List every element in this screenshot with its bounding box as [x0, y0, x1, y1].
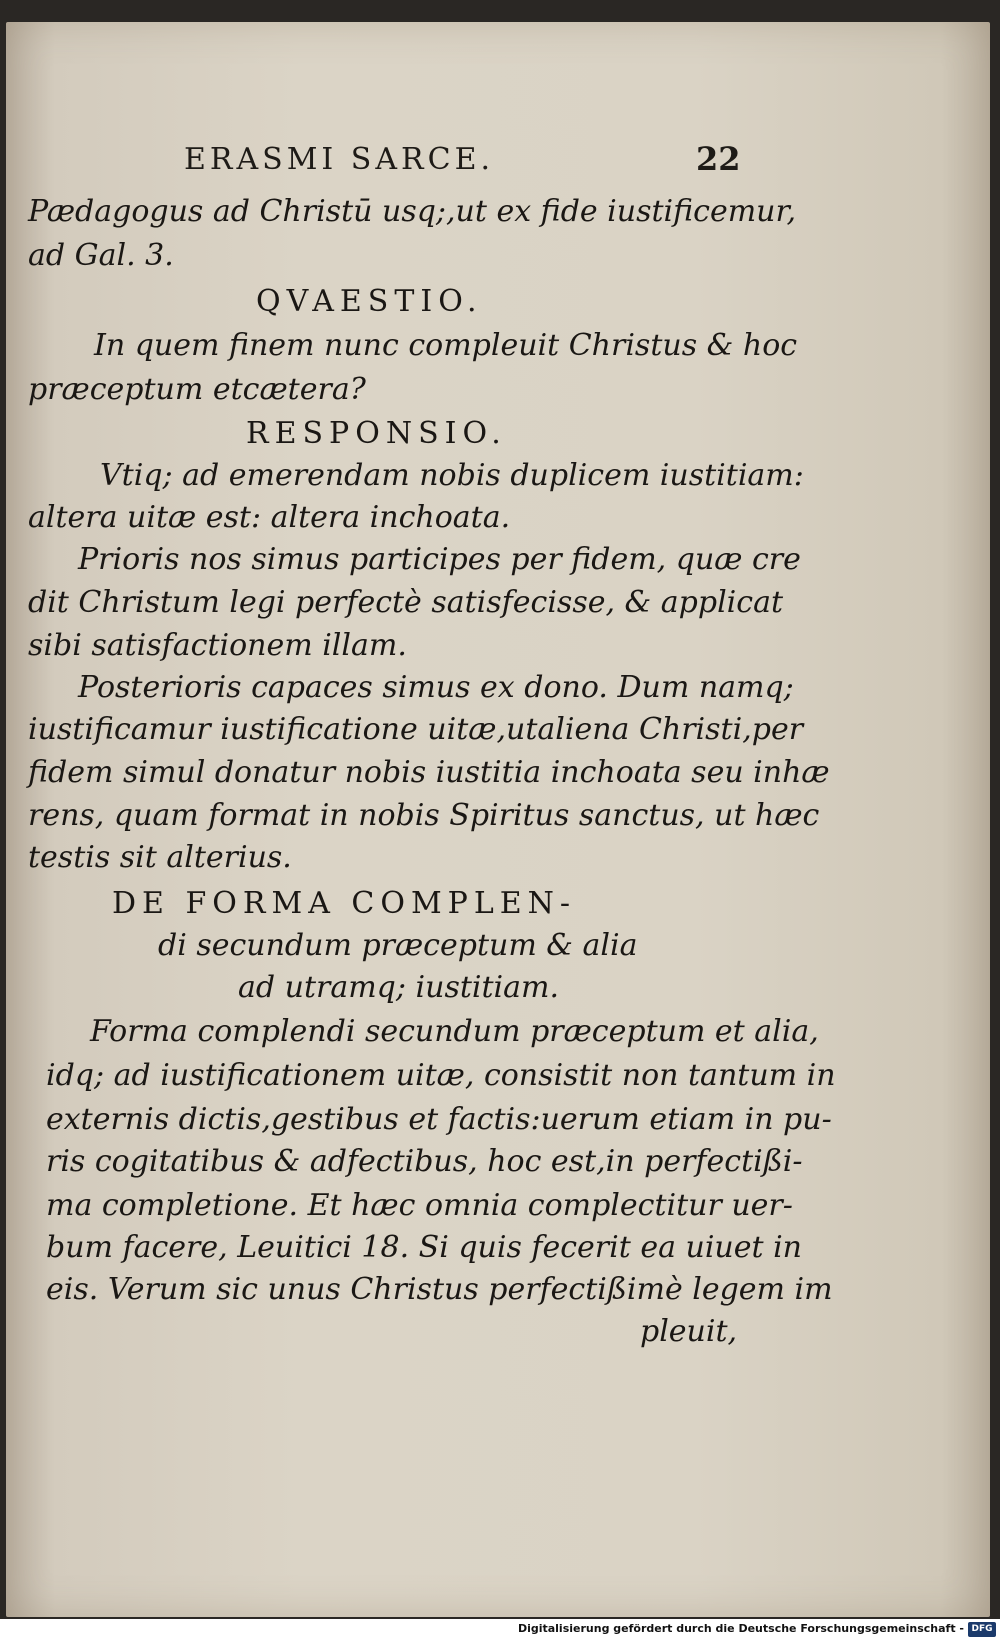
text-line: idq; ad iustificationem uitæ, consistit non tantum in: [46, 1058, 836, 1093]
text-line: Prioris nos simus participes per fidem, quæ cre: [78, 542, 801, 577]
text-line: fidem simul donatur nobis iustitia inchoata seu inhæ: [28, 755, 830, 790]
subheading-line: di secundum præceptum & alia: [158, 928, 638, 963]
text-line: Vtiq; ad emerendam nobis duplicem iustitiam:: [100, 458, 804, 493]
text-line: bum facere, Leuitici 18. Si quis fecerit ea uiuet in: [46, 1230, 802, 1265]
footer-bar: [0, 1619, 1000, 1641]
text-line: Posterioris capaces simus ex dono. Dum namq;: [78, 670, 794, 705]
dfg-logo: DFG: [968, 1622, 996, 1637]
text-line: dit Christum legi perfectè satisfecisse, & applicat: [28, 585, 784, 620]
text-line: sibi satisfactionem illam.: [28, 628, 407, 663]
text-line: Forma complendi secundum præceptum et alia,: [90, 1014, 819, 1049]
text-line: testis sit alterius.: [28, 840, 292, 875]
text-line: præceptum etcætera?: [28, 372, 366, 407]
text-line: iustificamur iustificatione uitæ,utaliena Christi,per: [28, 712, 804, 747]
text-line: altera uitæ est: altera inchoata.: [28, 500, 511, 535]
text-line: In quem finem nunc compleuit Christus & hoc: [94, 328, 798, 363]
book-page: [6, 22, 990, 1617]
heading-responsio: RESPONSIO.: [246, 416, 507, 451]
catchword: pleuit,: [640, 1314, 738, 1349]
running-head: ERASMI SARCE.: [184, 142, 495, 177]
text-line: Pædagogus ad Christū usq;,ut ex fide iustificemur,: [28, 194, 797, 229]
text-line: rens, quam format in nobis Spiritus sanctus, ut hæc: [28, 798, 820, 833]
heading-forma: DE FORMA COMPLEN-: [112, 886, 577, 921]
text-line: ad Gal. 3.: [28, 238, 174, 273]
text-line: eis. Verum sic unus Christus perfectißimè legem im: [46, 1272, 833, 1307]
page-number: 22: [696, 140, 741, 178]
text-line: externis dictis,gestibus et factis:uerum etiam in pu-: [46, 1102, 832, 1137]
subheading-line: ad utramq; iustitiam.: [238, 970, 560, 1005]
heading-quaestio: QVAESTIO.: [256, 284, 483, 319]
footer-credit: Digitalisierung gefördert durch die Deutsche Forschungsgemeinschaft -: [517, 1622, 964, 1635]
text-line: ris cogitatibus & adfectibus, hoc est,in perfectißi-: [46, 1144, 803, 1179]
text-line: ma completione. Et hæc omnia complectitur uer-: [46, 1188, 793, 1223]
